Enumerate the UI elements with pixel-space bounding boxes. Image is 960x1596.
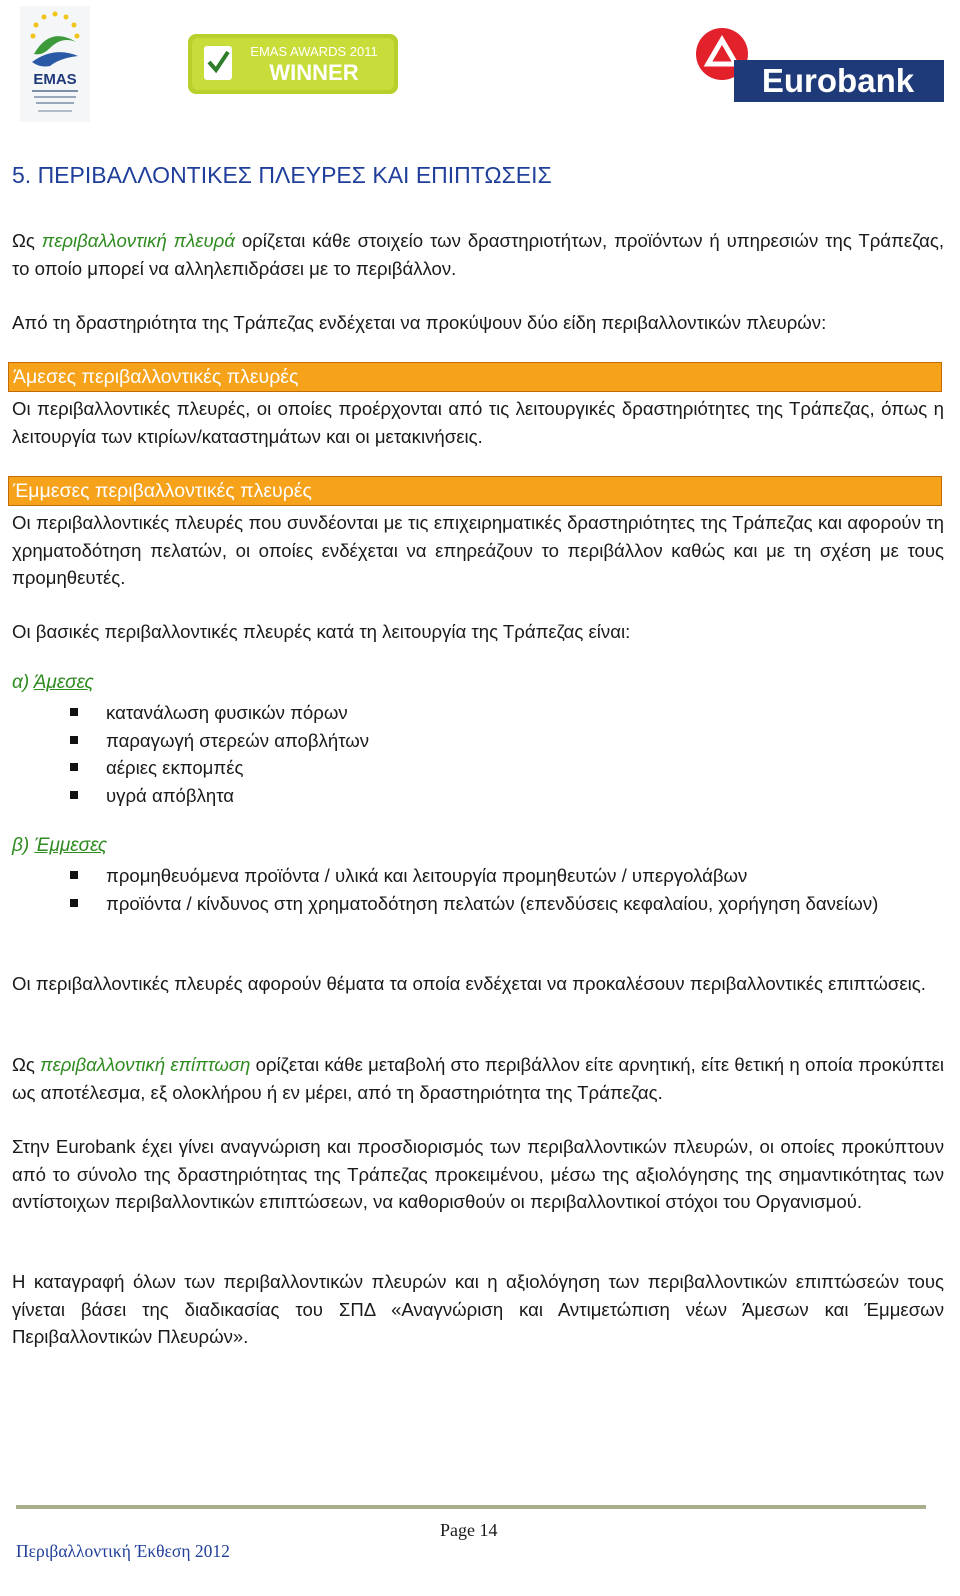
p1-term: περιβαλλοντική πλευρά bbox=[41, 230, 235, 251]
recording-paragraph: Η καταγραφή όλων των περιβαλλοντικών πλευρών και η αξιολόγηση των περιβαλλοντικών επιπτώσεών τους γίνεται βάσει της διαδικασίας του ΣΠΔ «Αναγνώριση και Αντιμετώπιση νέων Άμεσων και Έμμεσων Περιβαλλοντικών Πλευρών». bbox=[12, 1271, 944, 1347]
list-a-heading bbox=[12, 672, 94, 694]
footer-divider bbox=[16, 1505, 926, 1509]
p5-term: περιβαλλοντική επίπτωση bbox=[40, 1054, 251, 1075]
award-winner: WINNER bbox=[269, 60, 359, 85]
list-item: προϊόντα / κίνδυνος στη χρηματοδότηση πελατών (επενδύσεις κεφαλαίου, χορήγηση δανείων) bbox=[70, 890, 944, 918]
p1-prefix: Ως bbox=[12, 230, 42, 251]
list-b-letter: β) bbox=[12, 835, 35, 856]
list-b-word: Έμμεσες bbox=[34, 835, 108, 856]
emas-award-logo bbox=[188, 34, 398, 94]
aspect-types-intro: Από τη δραστηριότητα της Τράπεζας ενδέχεται να προκύψουν δύο είδη περιβαλλοντικών πλευρών: bbox=[12, 312, 827, 333]
award-title: EMAS AWARDS 2011 bbox=[250, 44, 378, 59]
indirect-aspects-text: Οι περιβαλλοντικές πλευρές που συνδέονται με τις επιχειρηματικές δραστηριότητες της Τράπεζας και αφορούν τη χρηματοδότηση πελατών, οι οποίες ενδέχεται να επηρεάζουν το περιβάλλον καθώς και με τη σχέση με τους προμηθευτές. bbox=[12, 512, 944, 588]
list-item: υγρά απόβλητα bbox=[70, 782, 944, 810]
eurobank-logo bbox=[694, 28, 944, 104]
header-logos bbox=[0, 0, 960, 130]
list-item: παραγωγή στερεών αποβλήτων bbox=[70, 727, 944, 755]
definition-impact-paragraph bbox=[12, 1051, 944, 1106]
main-aspects-intro: Οι βασικές περιβαλλοντικές πλευρές κατά τη λειτουργία της Τράπεζας είναι: bbox=[12, 621, 631, 642]
list-item: προμηθευόμενα προϊόντα / υλικά και λειτουργία προμηθευτών / υπεργολάβων bbox=[70, 862, 944, 890]
p5-rest: ορίζεται κάθε μεταβολή στο περιβάλλον είτε αρνητική, είτε θετική η οποία προκύπτει ως αποτέλεσμα, εξ ολοκλήρου ή εν μέρει, από τη δραστηριότητα της Τράπεζας. bbox=[12, 1054, 944, 1103]
list-a-word: Άμεσες bbox=[33, 672, 94, 693]
list-item: αέριες εκπομπές bbox=[70, 754, 944, 782]
eurobank-logo-text: Eurobank bbox=[761, 62, 915, 99]
report-title: Περιβαλλοντική Έκθεση 2012 bbox=[16, 1541, 230, 1561]
definition-aspect-paragraph bbox=[12, 227, 944, 282]
emas-logo bbox=[20, 6, 90, 122]
direct-aspects-text: Οι περιβαλλοντικές πλευρές, οι οποίες προέρχονται από τις λειτουργικές δραστηριότητες της Τράπεζας, όπως η λειτουργία των κτιρίων/καταστημάτων και οι μετακινήσεις. bbox=[12, 398, 944, 447]
direct-aspects-heading: Άμεσες περιβαλλοντικές πλευρές bbox=[8, 362, 942, 392]
list-b-heading bbox=[12, 835, 107, 857]
identification-paragraph: Στην Eurobank έχει γίνει αναγνώριση και προσδιορισμός των περιβαλλοντικών πλευρών, οι οποίες προκύπτουν από το σύνολο της δραστηριότητας της Τράπεζας προκειμένου, μέσω της αξιολόγησης της σημαντικότητας των αντίστοιχων περιβαλλοντικών επιπτώσεων, να καθορισθούν οι περιβαλλοντικοί στόχοι του Οργανισμού. bbox=[12, 1136, 944, 1212]
indirect-aspects-heading: Έμμεσες περιβαλλοντικές πλευρές bbox=[8, 476, 942, 506]
emas-logo-text: EMAS bbox=[33, 71, 77, 88]
page-number: Page 14 bbox=[440, 1520, 498, 1540]
section-title: 5. ΠΕΡΙΒΑΛΛΟΝΤΙΚΕΣ ΠΛΕΥΡΕΣ ΚΑΙ ΕΠΙΠΤΩΣΕΙΣ bbox=[12, 162, 552, 188]
list-a-letter: α) bbox=[12, 672, 34, 693]
p1-rest: ορίζεται κάθε στοιχείο των δραστηριοτήτων, προϊόντων ή υπηρεσιών της Τράπεζας, το οποίο μπορεί να αλληλεπιδράσει με το περιβάλλον. bbox=[12, 230, 944, 279]
list-item: κατανάλωση φυσικών πόρων bbox=[70, 699, 944, 727]
list-b bbox=[70, 862, 944, 917]
aspects-impacts-paragraph: Οι περιβαλλοντικές πλευρές αφορούν θέματα τα οποία ενδέχεται να προκαλέσουν περιβαλλοντικές επιπτώσεις. bbox=[12, 973, 926, 994]
list-a bbox=[70, 699, 944, 809]
p5-prefix: Ως bbox=[12, 1054, 41, 1075]
